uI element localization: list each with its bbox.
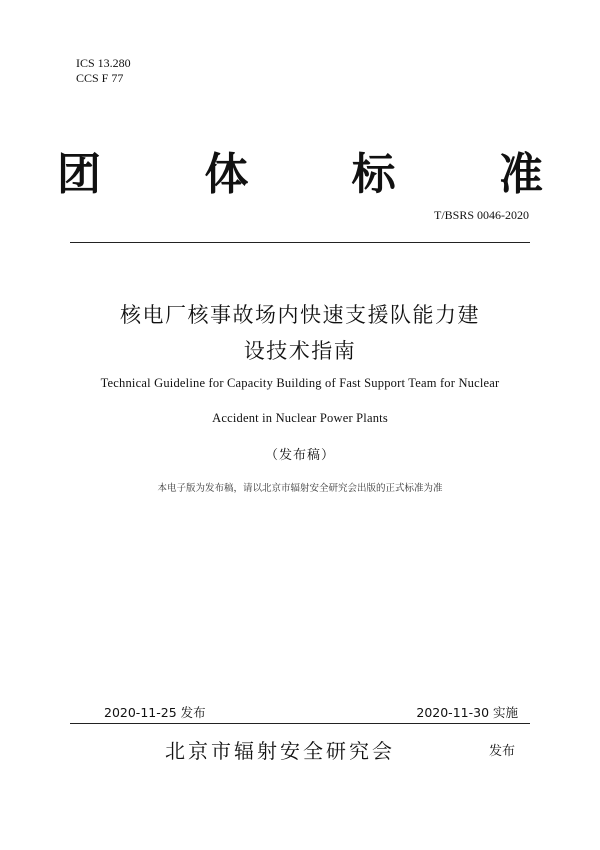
- chinese-title-line-2: 设技术指南: [243, 339, 357, 363]
- effective-date: 2020-11-30 实施: [416, 705, 518, 720]
- chinese-title-line-1: 核电厂核事故场内快速支援队能力建: [120, 303, 480, 327]
- english-title-line-2: Accident in Nuclear Power Plants: [212, 411, 388, 425]
- ics-code: ICS 13.280: [76, 56, 131, 70]
- issuing-organization: 北京市辐射安全研究会: [165, 739, 395, 763]
- draft-notice: 本电子版为发布稿，请以北京市辐射安全研究会出版的正式标准为准: [157, 483, 443, 494]
- ccs-code: CCS F 77: [76, 71, 124, 85]
- draft-label: （发布稿）: [264, 448, 335, 463]
- standard-number: T/BSRS 0046-2020: [433, 208, 529, 222]
- publish-label: 发布: [489, 744, 516, 759]
- english-title-line-1: Technical Guideline for Capacity Building of Fast Support Team for Nuclear: [100, 376, 500, 390]
- header-divider: [70, 242, 530, 243]
- document-type-title: 团 体 标 准: [57, 149, 587, 200]
- classification-codes: [76, 56, 131, 86]
- footer-divider: [70, 723, 530, 724]
- publish-date: 2020-11-25 发布: [104, 705, 206, 720]
